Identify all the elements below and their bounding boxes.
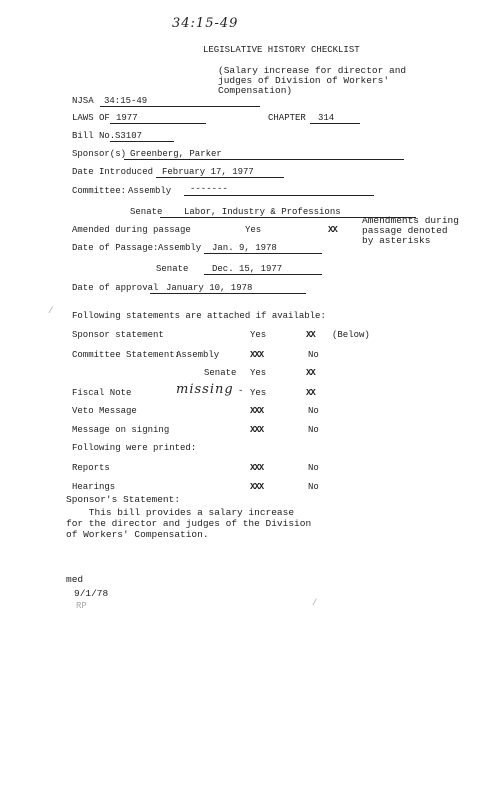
row-committee-senate-no: XX [306, 368, 315, 378]
row-message-yes: XXX [250, 425, 264, 435]
chapter-rule [310, 123, 360, 124]
document-subtitle: (Salary increase for director and judges of Division of Workers' Compensation) [218, 65, 407, 96]
sponsor-value: Greenberg, Parker [130, 149, 222, 159]
passage-senate-rule [204, 274, 322, 275]
laws-rule [110, 123, 206, 124]
document-title: LEGISLATIVE HISTORY CHECKLIST [203, 45, 360, 55]
approval-rule [150, 293, 306, 294]
sponsor-statement-body: This bill provides a salary increase for the director and judges of the Division of Workers' Compensation. [66, 507, 312, 540]
row-sponsor-no: XX [306, 330, 315, 340]
row-fiscal-label: Fiscal Note [72, 388, 132, 398]
committee-assembly-rule [184, 195, 374, 196]
committee-senate-value: Labor, Industry & Professions [184, 207, 341, 217]
row-committee-label: Committee Statement: [72, 350, 181, 360]
handwritten-statute-number: 34:15-49 [172, 16, 239, 31]
row-sponsor-yes: Yes [250, 330, 267, 340]
footer-date: 9/1/78 [74, 588, 109, 599]
committee-assembly-label: Assembly [128, 186, 172, 196]
sponsor-statement-heading: Sponsor's Statement: [66, 494, 181, 505]
row-reports-yes: XXX [250, 463, 264, 473]
committee-senate-label: Senate [130, 207, 163, 217]
row-veto-yes: XXX [250, 406, 264, 416]
row-reports-no: No [308, 463, 319, 473]
row-veto-no: No [308, 406, 319, 416]
committee-assembly-value: ------- [190, 184, 228, 194]
laws-value: 1977 [116, 113, 138, 123]
bill-rule [110, 141, 174, 142]
njsa-label: NJSA [72, 96, 94, 106]
committee-label: Committee: [72, 186, 127, 196]
row-fiscal-no: XX [306, 388, 315, 398]
row-sponsor-label: Sponsor statement [72, 330, 164, 340]
row-committee-assembly-no: No [308, 350, 319, 360]
statements-heading: Following statements are attached if available: [72, 311, 326, 321]
row-message-label: Message on signing [72, 425, 170, 435]
footer-faint-mark: RP [76, 601, 87, 611]
fiscal-handwritten-note: missing [176, 382, 234, 397]
njsa-value: 34:15-49 [104, 96, 148, 106]
date-introduced-value: February 17, 1977 [162, 167, 254, 177]
passage-label: Date of Passage: [72, 243, 159, 253]
row-fiscal-yes: Yes [250, 388, 267, 398]
passage-senate-label: Senate [156, 264, 189, 274]
row-message-no: No [308, 425, 319, 435]
chapter-label: CHAPTER [268, 113, 306, 123]
row-sponsor-note: (Below) [332, 330, 370, 340]
chapter-value: 314 [318, 113, 335, 123]
laws-label: LAWS OF [72, 113, 110, 123]
amended-yes: Yes [245, 225, 262, 235]
row-hearings-label: Hearings [72, 482, 116, 492]
amended-label: Amended during passage [72, 225, 191, 235]
printed-heading: Following were printed: [72, 443, 197, 453]
row-hearings-yes: XXX [250, 482, 264, 492]
row-reports-label: Reports [72, 463, 110, 473]
date-introduced-rule [156, 177, 284, 178]
passage-assembly-rule [204, 253, 322, 254]
stray-mark: / [48, 306, 54, 316]
row-committee-senate-yes: Yes [250, 368, 267, 378]
approval-value: January 10, 1978 [166, 283, 253, 293]
bill-label: Bill No. [72, 131, 116, 141]
passage-assembly-value: Jan. 9, 1978 [212, 243, 277, 253]
passage-senate-value: Dec. 15, 1977 [212, 264, 283, 274]
row-committee-senate-label: Senate [204, 368, 237, 378]
amended-note: Amendments during passage denoted by asterisks [362, 215, 459, 246]
njsa-rule [100, 106, 260, 107]
passage-assembly-label: Assembly [158, 243, 202, 253]
sponsor-rule [124, 159, 404, 160]
footer-initials: med [66, 574, 84, 585]
sponsor-label: Sponsor(s) [72, 149, 127, 159]
row-hearings-no: No [308, 482, 319, 492]
bill-value: S3107 [115, 131, 143, 141]
amended-mark: XX [328, 225, 337, 235]
row-veto-label: Veto Message [72, 406, 137, 416]
date-introduced-label: Date Introduced [72, 167, 154, 177]
row-committee-assembly-yes: XXX [250, 350, 264, 360]
footer-stray-mark: / [312, 598, 318, 608]
row-committee-assembly-label: Assembly [176, 350, 220, 360]
approval-label: Date of approval [72, 283, 159, 293]
fiscal-dash: - [238, 386, 244, 396]
